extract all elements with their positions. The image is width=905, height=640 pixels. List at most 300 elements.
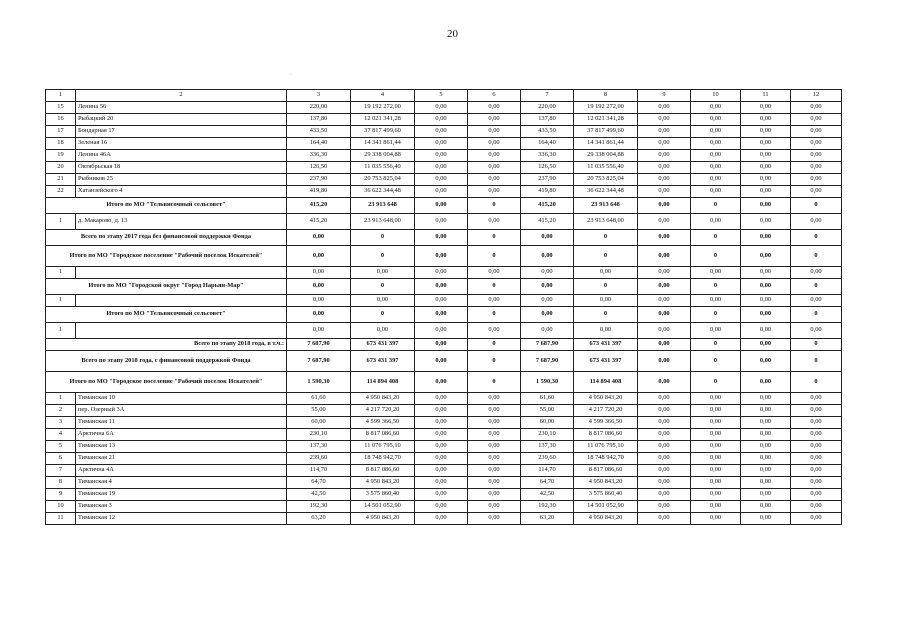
value-cell: 0,00 bbox=[638, 174, 691, 186]
subtotal-value: 0 bbox=[691, 246, 741, 267]
value-cell: 0,00 bbox=[468, 465, 521, 477]
value-cell: 0,00 bbox=[468, 323, 521, 339]
value-cell: 220,00 bbox=[287, 102, 351, 114]
value-cell: 19 192 272,00 bbox=[351, 102, 415, 114]
row-index: 1 bbox=[46, 214, 76, 230]
value-cell: 0,00 bbox=[574, 295, 638, 307]
value-cell: 433,50 bbox=[521, 126, 574, 138]
value-cell: 0,00 bbox=[791, 513, 842, 525]
value-cell: 0,00 bbox=[691, 162, 741, 174]
row-index: 4 bbox=[46, 429, 76, 441]
address-cell: Тиманская 3 bbox=[76, 501, 287, 513]
value-cell: 239,60 bbox=[521, 453, 574, 465]
subtotal-value: 0,00 bbox=[741, 279, 791, 295]
value-cell: 20 753 825,04 bbox=[351, 174, 415, 186]
subtotal-value: 0,00 bbox=[287, 307, 351, 323]
value-cell: 4 950 843,20 bbox=[574, 513, 638, 525]
value-cell: 0,00 bbox=[468, 453, 521, 465]
table-row bbox=[46, 489, 842, 501]
value-cell: 0,00 bbox=[791, 441, 842, 453]
value-cell: 0,00 bbox=[741, 102, 791, 114]
subtotal-value: 0 bbox=[791, 339, 842, 351]
value-cell: 12 021 341,28 bbox=[351, 114, 415, 126]
value-cell: 0,00 bbox=[791, 417, 842, 429]
value-cell: 0,00 bbox=[638, 114, 691, 126]
subtotal-value: 673 431 397 bbox=[574, 351, 638, 372]
subtotal-value: 0,00 bbox=[638, 339, 691, 351]
subtotal-value: 0,00 bbox=[287, 230, 351, 246]
value-cell: 18 748 942,70 bbox=[574, 453, 638, 465]
row-index: 1 bbox=[46, 393, 76, 405]
value-cell: 0,00 bbox=[691, 489, 741, 501]
value-cell: 0,00 bbox=[791, 102, 842, 114]
subtotal-value: 0,00 bbox=[521, 307, 574, 323]
value-cell: 3 575 860,40 bbox=[351, 489, 415, 501]
value-cell: 0,00 bbox=[741, 405, 791, 417]
value-cell: 0,00 bbox=[691, 114, 741, 126]
table-row bbox=[46, 102, 842, 114]
value-cell: 0,00 bbox=[691, 405, 741, 417]
value-cell: 192,30 bbox=[521, 501, 574, 513]
value-cell: 8 817 086,60 bbox=[574, 429, 638, 441]
value-cell: 0,00 bbox=[741, 489, 791, 501]
value-cell: 4 950 843,20 bbox=[574, 393, 638, 405]
value-cell: 4 599 366,50 bbox=[351, 417, 415, 429]
address-cell: Бондарная 17 bbox=[76, 126, 287, 138]
value-cell: 0,00 bbox=[791, 138, 842, 150]
address-cell: Зеленая 16 bbox=[76, 138, 287, 150]
address-cell: Тиманская 12 bbox=[76, 513, 287, 525]
value-cell: 419,80 bbox=[287, 186, 351, 198]
value-cell: 0,00 bbox=[791, 267, 842, 279]
subtotal-value: 0,00 bbox=[741, 307, 791, 323]
value-cell: 0,00 bbox=[691, 323, 741, 339]
table-row bbox=[46, 453, 842, 465]
value-cell: 0,00 bbox=[415, 465, 468, 477]
value-cell: 0,00 bbox=[741, 477, 791, 489]
address-cell: Рыбников 25 bbox=[76, 174, 287, 186]
subtotal-value: 0,00 bbox=[415, 246, 468, 267]
value-cell: 64,70 bbox=[521, 477, 574, 489]
value-cell: 0,00 bbox=[741, 174, 791, 186]
value-cell: 0,00 bbox=[638, 393, 691, 405]
value-cell: 137,80 bbox=[287, 114, 351, 126]
value-cell: 20 753 825,04 bbox=[574, 174, 638, 186]
value-cell: 4 950 843,20 bbox=[351, 477, 415, 489]
row-index: 5 bbox=[46, 441, 76, 453]
subtotal-value: 0 bbox=[468, 351, 521, 372]
table-row bbox=[46, 186, 842, 198]
subtotal-value: 0 bbox=[351, 246, 415, 267]
row-index: 18 bbox=[46, 138, 76, 150]
subtotal-value: 0 bbox=[691, 307, 741, 323]
value-cell: 0,00 bbox=[415, 323, 468, 339]
value-cell: 0,00 bbox=[791, 150, 842, 162]
value-cell: 0,00 bbox=[638, 405, 691, 417]
value-cell: 0,00 bbox=[691, 267, 741, 279]
value-cell: 137,30 bbox=[287, 441, 351, 453]
subtotal-value: 673 431 397 bbox=[351, 339, 415, 351]
value-cell: 14 341 861,44 bbox=[574, 138, 638, 150]
subtotal-row bbox=[46, 351, 842, 372]
value-cell: 0,00 bbox=[468, 150, 521, 162]
address-cell: Арктична 4А bbox=[76, 465, 287, 477]
table-row bbox=[46, 150, 842, 162]
value-cell: 192,30 bbox=[287, 501, 351, 513]
subtotal-value: 0,00 bbox=[415, 339, 468, 351]
value-cell: 0,00 bbox=[468, 405, 521, 417]
value-cell: 0,00 bbox=[468, 489, 521, 501]
table-row bbox=[46, 405, 842, 417]
subtotal-value: 0 bbox=[468, 372, 521, 393]
subtotal-value: 0,00 bbox=[741, 246, 791, 267]
header-cell: 6 bbox=[468, 90, 521, 102]
value-cell: 237,90 bbox=[521, 174, 574, 186]
value-cell: 0,00 bbox=[638, 150, 691, 162]
value-cell: 220,00 bbox=[521, 102, 574, 114]
value-cell: 0,00 bbox=[741, 162, 791, 174]
value-cell: 0,00 bbox=[468, 214, 521, 230]
value-cell: 11 076 795,10 bbox=[574, 441, 638, 453]
value-cell: 0,00 bbox=[468, 393, 521, 405]
subtotal-value: 0,00 bbox=[521, 230, 574, 246]
subtotal-value: 23 913 648 bbox=[574, 198, 638, 214]
value-cell: 0,00 bbox=[415, 138, 468, 150]
table-row bbox=[46, 477, 842, 489]
value-cell: 0,00 bbox=[415, 441, 468, 453]
value-cell: 0,00 bbox=[468, 102, 521, 114]
value-cell: 0,00 bbox=[415, 477, 468, 489]
value-cell: 126,50 bbox=[521, 162, 574, 174]
table-row bbox=[46, 174, 842, 186]
value-cell: 230,10 bbox=[521, 429, 574, 441]
value-cell: 164,40 bbox=[521, 138, 574, 150]
subtotal-value: 0 bbox=[791, 307, 842, 323]
value-cell: 0,00 bbox=[468, 126, 521, 138]
value-cell: 0,00 bbox=[468, 441, 521, 453]
subtotal-label: Всего по этапу 2017 года без финансовой поддержки Фонда bbox=[46, 230, 287, 246]
value-cell: 0,00 bbox=[638, 429, 691, 441]
value-cell: 19 192 272,00 bbox=[574, 102, 638, 114]
subtotal-value: 0 bbox=[468, 279, 521, 295]
address-cell: пер. Озерный 3А bbox=[76, 405, 287, 417]
subtotal-row bbox=[46, 279, 842, 295]
value-cell: 23 913 648,00 bbox=[351, 214, 415, 230]
address-cell: Арктична 6А bbox=[76, 429, 287, 441]
subtotal-value: 0,00 bbox=[638, 279, 691, 295]
value-cell: 37 817 499,60 bbox=[574, 126, 638, 138]
row-index: 16 bbox=[46, 114, 76, 126]
value-cell: 0,00 bbox=[691, 429, 741, 441]
value-cell: 433,50 bbox=[287, 126, 351, 138]
address-cell: Хатанзейского 4 bbox=[76, 186, 287, 198]
value-cell: 0,00 bbox=[521, 295, 574, 307]
value-cell: 0,00 bbox=[415, 126, 468, 138]
subtotal-label: Итого по МО "Городское поселение "Рабочий поселок Искателей" bbox=[46, 246, 287, 267]
subtotal-value: 0,00 bbox=[638, 351, 691, 372]
value-cell: 23 913 648,00 bbox=[574, 214, 638, 230]
value-cell: 0,00 bbox=[741, 441, 791, 453]
subtotal-label: Итого по МО "Тельвисочный сельсовет" bbox=[46, 198, 287, 214]
subtotal-value: 0 bbox=[691, 372, 741, 393]
table-row bbox=[46, 114, 842, 126]
value-cell: 230,10 bbox=[287, 429, 351, 441]
value-cell: 114,70 bbox=[287, 465, 351, 477]
value-cell: 0,00 bbox=[741, 513, 791, 525]
value-cell: 0,00 bbox=[741, 214, 791, 230]
value-cell: 36 622 344,48 bbox=[351, 186, 415, 198]
value-cell: 0,00 bbox=[691, 214, 741, 230]
value-cell: 61,60 bbox=[287, 393, 351, 405]
value-cell: 0,00 bbox=[415, 267, 468, 279]
value-cell: 8 817 086,60 bbox=[574, 465, 638, 477]
value-cell: 0,00 bbox=[741, 295, 791, 307]
subtotal-value: 0 bbox=[574, 279, 638, 295]
value-cell: 11 035 556,40 bbox=[351, 162, 415, 174]
value-cell: 0,00 bbox=[468, 138, 521, 150]
value-cell: 0,00 bbox=[791, 323, 842, 339]
value-cell: 0,00 bbox=[638, 102, 691, 114]
row-index: 1 bbox=[46, 323, 76, 339]
value-cell: 0,00 bbox=[691, 453, 741, 465]
value-cell: 0,00 bbox=[791, 477, 842, 489]
header-cell: 2 bbox=[76, 90, 287, 102]
subtotal-value: 0,00 bbox=[287, 246, 351, 267]
value-cell: 0,00 bbox=[691, 465, 741, 477]
value-cell: 0,00 bbox=[691, 138, 741, 150]
subtotal-value: 0,00 bbox=[741, 372, 791, 393]
subtotal-value: 0 bbox=[791, 279, 842, 295]
value-cell: 0,00 bbox=[638, 465, 691, 477]
value-cell: 0,00 bbox=[521, 323, 574, 339]
subtotal-value: 7 687,90 bbox=[287, 339, 351, 351]
value-cell: 0,00 bbox=[691, 150, 741, 162]
row-index: 9 bbox=[46, 489, 76, 501]
subtotal-row bbox=[46, 246, 842, 267]
value-cell: 0,00 bbox=[691, 186, 741, 198]
value-cell: 0,00 bbox=[791, 465, 842, 477]
value-cell: 14 501 052,90 bbox=[351, 501, 415, 513]
header-cell: 12 bbox=[791, 90, 842, 102]
subtotal-value: 1 590,30 bbox=[521, 372, 574, 393]
subtotal-value: 0,00 bbox=[415, 279, 468, 295]
header-cell: 10 bbox=[691, 90, 741, 102]
subtotal-value: 0,00 bbox=[415, 372, 468, 393]
value-cell: 0,00 bbox=[638, 323, 691, 339]
subtotal-label: Итого по МО "Тельвисочный сельсовет" bbox=[46, 307, 287, 323]
subtotal-value: 415,20 bbox=[287, 198, 351, 214]
value-cell: 0,00 bbox=[521, 267, 574, 279]
subtotal-label: Всего по этапу 2018 года, в т.ч.: bbox=[46, 339, 287, 351]
subtotal-label: Всего по этапу 2018 года, с финансовой поддержкой Фонда bbox=[46, 351, 287, 372]
value-cell: 0,00 bbox=[691, 295, 741, 307]
value-cell: 0,00 bbox=[415, 501, 468, 513]
subtotal-value: 0 bbox=[468, 246, 521, 267]
value-cell: 14 341 861,44 bbox=[351, 138, 415, 150]
row-index: 19 bbox=[46, 150, 76, 162]
header-cell: 9 bbox=[638, 90, 691, 102]
value-cell: 0,00 bbox=[468, 513, 521, 525]
value-cell: 0,00 bbox=[415, 214, 468, 230]
row-index: 17 bbox=[46, 126, 76, 138]
value-cell: 0,00 bbox=[691, 477, 741, 489]
value-cell: 0,00 bbox=[691, 501, 741, 513]
subtotal-value: 23 913 648 bbox=[351, 198, 415, 214]
value-cell: 0,00 bbox=[691, 393, 741, 405]
subtotal-value: 0,00 bbox=[415, 198, 468, 214]
value-cell: 60,00 bbox=[521, 417, 574, 429]
table-body bbox=[46, 90, 842, 525]
value-cell: 0,00 bbox=[415, 417, 468, 429]
subtotal-value: 673 431 397 bbox=[351, 351, 415, 372]
row-index: 10 bbox=[46, 501, 76, 513]
value-cell: 0,00 bbox=[468, 501, 521, 513]
value-cell: 0,00 bbox=[287, 295, 351, 307]
value-cell: 0,00 bbox=[468, 429, 521, 441]
subtotal-value: 0 bbox=[691, 351, 741, 372]
value-cell: 0,00 bbox=[741, 323, 791, 339]
value-cell: 42,50 bbox=[521, 489, 574, 501]
value-cell: 0,00 bbox=[791, 186, 842, 198]
subtotal-value: 0 bbox=[468, 230, 521, 246]
value-cell: 126,50 bbox=[287, 162, 351, 174]
subtotal-value: 0 bbox=[468, 339, 521, 351]
value-cell: 0,00 bbox=[791, 295, 842, 307]
table-row bbox=[46, 417, 842, 429]
value-cell: 0,00 bbox=[468, 186, 521, 198]
value-cell: 0,00 bbox=[415, 102, 468, 114]
value-cell: 11 076 795,10 bbox=[351, 441, 415, 453]
subtotal-value: 0 bbox=[468, 307, 521, 323]
subtotal-value: 7 687,90 bbox=[521, 351, 574, 372]
subtotal-value: 0 bbox=[351, 307, 415, 323]
table-row bbox=[46, 126, 842, 138]
value-cell: 0,00 bbox=[415, 393, 468, 405]
value-cell: 0,00 bbox=[638, 501, 691, 513]
value-cell: 0,00 bbox=[741, 150, 791, 162]
subtotal-value: 0 bbox=[691, 279, 741, 295]
subtotal-row bbox=[46, 198, 842, 214]
value-cell: 0,00 bbox=[351, 267, 415, 279]
value-cell: 0,00 bbox=[415, 174, 468, 186]
value-cell: 0,00 bbox=[638, 417, 691, 429]
value-cell: 0,00 bbox=[287, 323, 351, 339]
subtotal-value: 0,00 bbox=[741, 198, 791, 214]
value-cell: 29 338 004,88 bbox=[574, 150, 638, 162]
value-cell: 4 950 843,20 bbox=[574, 477, 638, 489]
subtotal-value: 7 687,90 bbox=[287, 351, 351, 372]
subtotal-value: 0 bbox=[691, 339, 741, 351]
header-cell: 8 bbox=[574, 90, 638, 102]
subtotal-value: 0 bbox=[574, 230, 638, 246]
value-cell: 63,20 bbox=[287, 513, 351, 525]
subtotal-value: 673 431 397 bbox=[574, 339, 638, 351]
value-cell: 0,00 bbox=[741, 453, 791, 465]
table-row bbox=[46, 295, 842, 307]
subtotal-row bbox=[46, 307, 842, 323]
value-cell: 0,00 bbox=[791, 162, 842, 174]
value-cell: 137,30 bbox=[521, 441, 574, 453]
row-index: 15 bbox=[46, 102, 76, 114]
value-cell: 0,00 bbox=[791, 501, 842, 513]
subtotal-value: 0,00 bbox=[638, 246, 691, 267]
value-cell: 0,00 bbox=[741, 114, 791, 126]
value-cell: 0,00 bbox=[741, 186, 791, 198]
value-cell: 0,00 bbox=[638, 453, 691, 465]
value-cell: 239,60 bbox=[287, 453, 351, 465]
value-cell: 0,00 bbox=[415, 405, 468, 417]
address-cell: д. Макарово, д. 13 bbox=[76, 214, 287, 230]
subtotal-value: 0 bbox=[791, 351, 842, 372]
value-cell: 0,00 bbox=[415, 162, 468, 174]
subtotal-value: 0 bbox=[351, 230, 415, 246]
value-cell: 415,20 bbox=[521, 214, 574, 230]
row-index: 20 bbox=[46, 162, 76, 174]
row-index: 7 bbox=[46, 465, 76, 477]
subtotal-value: 0,00 bbox=[415, 351, 468, 372]
address-cell bbox=[76, 295, 287, 307]
value-cell: 415,20 bbox=[287, 214, 351, 230]
value-cell: 4 599 366,50 bbox=[574, 417, 638, 429]
column-number-row bbox=[46, 90, 842, 102]
table-row bbox=[46, 513, 842, 525]
address-cell: Тиманская 19 bbox=[76, 489, 287, 501]
value-cell: 0,00 bbox=[791, 393, 842, 405]
value-cell: 0,00 bbox=[741, 417, 791, 429]
value-cell: 0,00 bbox=[351, 323, 415, 339]
value-cell: 0,00 bbox=[638, 214, 691, 230]
value-cell: 0,00 bbox=[415, 429, 468, 441]
subtotal-value: 0 bbox=[791, 246, 842, 267]
value-cell: 55,00 bbox=[521, 405, 574, 417]
subtotal-value: 114 894 408 bbox=[574, 372, 638, 393]
value-cell: 0,00 bbox=[691, 417, 741, 429]
subtotal-value: 0,00 bbox=[638, 372, 691, 393]
value-cell: 0,00 bbox=[791, 405, 842, 417]
table-row bbox=[46, 441, 842, 453]
value-cell: 0,00 bbox=[638, 267, 691, 279]
value-cell: 0,00 bbox=[691, 174, 741, 186]
subtotal-label: Итого по МО "Городское поселение "Рабочий поселок Искателей" bbox=[46, 372, 287, 393]
subtotal-value: 0 bbox=[791, 372, 842, 393]
value-cell: 0,00 bbox=[415, 453, 468, 465]
header-cell: 11 bbox=[741, 90, 791, 102]
value-cell: 0,00 bbox=[791, 489, 842, 501]
table-row bbox=[46, 501, 842, 513]
value-cell: 0,00 bbox=[741, 267, 791, 279]
row-index: 21 bbox=[46, 174, 76, 186]
value-cell: 0,00 bbox=[638, 186, 691, 198]
subtotal-value: 0,00 bbox=[521, 246, 574, 267]
value-cell: 4 950 843,20 bbox=[351, 393, 415, 405]
value-cell: 8 817 086,60 bbox=[351, 429, 415, 441]
value-cell: 0,00 bbox=[741, 501, 791, 513]
value-cell: 114,70 bbox=[521, 465, 574, 477]
value-cell: 0,00 bbox=[468, 267, 521, 279]
value-cell: 55,00 bbox=[287, 405, 351, 417]
value-cell: 42,50 bbox=[287, 489, 351, 501]
address-cell: Тиманская 11 bbox=[76, 417, 287, 429]
address-cell: Октябрьская 18 bbox=[76, 162, 287, 174]
value-cell: 3 575 860,40 bbox=[574, 489, 638, 501]
value-cell: 0,00 bbox=[691, 102, 741, 114]
value-cell: 0,00 bbox=[741, 429, 791, 441]
table-row bbox=[46, 429, 842, 441]
value-cell: 237,90 bbox=[287, 174, 351, 186]
value-cell: 0,00 bbox=[638, 126, 691, 138]
subtotal-value: 0 bbox=[468, 198, 521, 214]
subtotal-value: 7 687,90 bbox=[521, 339, 574, 351]
